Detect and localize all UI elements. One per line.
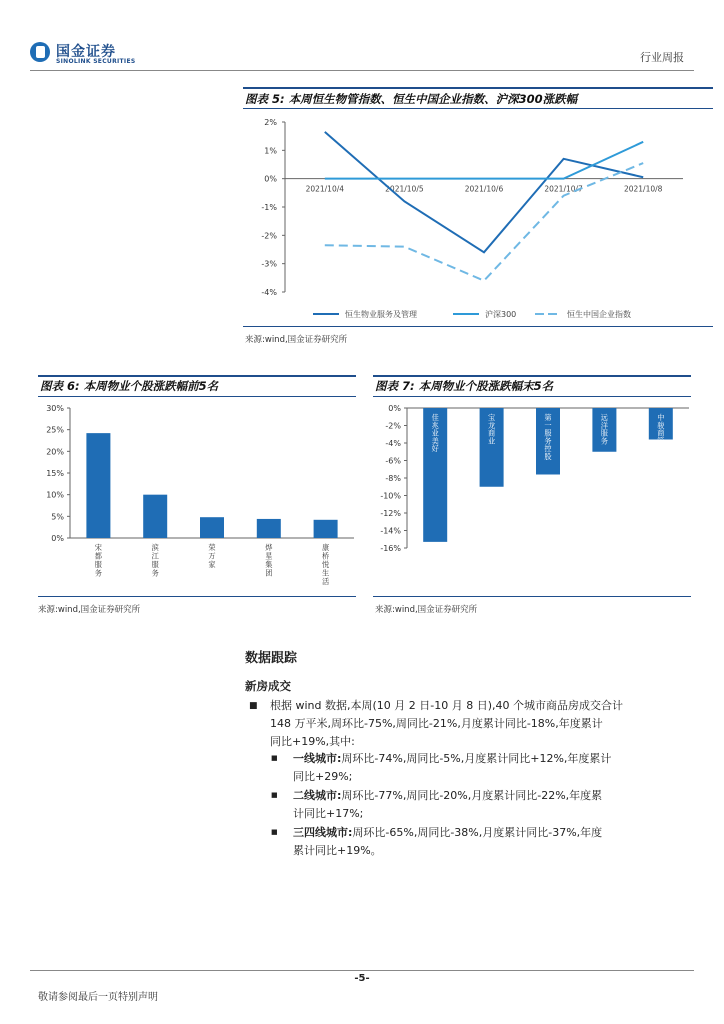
- y-tick-label: -2%: [261, 231, 277, 241]
- item-tier1-label: 一线城市:: [293, 752, 342, 765]
- logo-text-en: SINOLINK SECURITIES: [56, 58, 136, 65]
- figure5-chart: [243, 110, 713, 325]
- x-tick-label: 2021/10/6: [464, 184, 504, 194]
- category-label-4: 骏: [657, 420, 665, 430]
- y-tick-label: -14%: [380, 526, 401, 536]
- item-tier3-line1: 周环比-65%,周同比-38%,月度累计同比-37%,年度: [352, 826, 603, 839]
- y-tick-label: -4%: [385, 439, 401, 448]
- y-tick-label: 1%: [264, 146, 277, 156]
- bar-2: [200, 517, 224, 538]
- category-label-1: 服: [151, 560, 159, 569]
- y-tick-label: -2%: [385, 421, 401, 431]
- category-label-1: 务: [151, 568, 159, 578]
- category-label-3: 星: [265, 551, 273, 561]
- category-label-3: 烨: [265, 543, 273, 552]
- x-tick-label: 2021/10/8: [623, 184, 663, 194]
- category-label-4: 中: [657, 413, 665, 422]
- y-tick-label: 5%: [51, 512, 64, 522]
- category-label-0: 都: [94, 551, 103, 561]
- category-label-4: 康: [321, 543, 330, 552]
- item-tier2-line2: 计同比+17%;: [293, 807, 364, 820]
- bullet-small-icon: ■: [271, 754, 278, 762]
- intro-line-2: 148 万平米,周环比-75%,周同比-21%,月度累计同比-18%,年度累计: [270, 717, 603, 730]
- figure5-title-rule: [243, 108, 713, 109]
- item-tier1: [293, 750, 611, 768]
- figure5-title: 图表 5: 本周恒生物管指数、恒生中国企业指数、沪深300涨跌幅: [245, 92, 578, 106]
- figure7-bottom-rule: [373, 596, 691, 597]
- category-label-4: 管: [657, 436, 665, 446]
- y-tick-label: -10%: [380, 491, 401, 501]
- y-tick-label: -1%: [261, 203, 277, 212]
- figure7-source: 来源:wind,国金证券研究所: [375, 605, 478, 615]
- y-tick-label: -6%: [385, 456, 401, 466]
- category-label-0: 服: [94, 560, 103, 569]
- category-label-4: 活: [321, 577, 330, 586]
- y-tick-label: 0%: [264, 174, 277, 184]
- y-tick-label: -8%: [385, 474, 401, 483]
- item-tier3: [293, 824, 602, 842]
- y-tick-label: 2%: [264, 118, 277, 127]
- figure7-top-rule: [373, 375, 691, 377]
- series-line-2: [325, 163, 643, 281]
- category-label-0: 兆: [431, 420, 439, 430]
- item-tier1-line2: 同比+29%;: [293, 770, 353, 783]
- category-label-0: 佳: [431, 413, 439, 422]
- figure6-top-rule: [38, 375, 356, 377]
- figure7-chart: [373, 398, 691, 594]
- figure6-bottom-rule: [38, 596, 356, 597]
- category-label-1: 龙: [487, 420, 496, 430]
- footer-disclaimer: 敬请参阅最后一页特别声明: [38, 992, 158, 1003]
- footer-divider: [30, 970, 694, 971]
- category-label-2: 荣: [208, 543, 216, 552]
- intro-line-1: 根据 wind 数据,本周(10 月 2 日-10 月 8 日),40 个城市商品房成交合计: [270, 699, 624, 712]
- y-tick-label: 10%: [46, 490, 64, 500]
- y-tick-label: 30%: [46, 404, 64, 413]
- bar-4: [314, 520, 338, 538]
- category-label-3: 团: [265, 568, 273, 578]
- category-label-0: 美: [431, 436, 439, 446]
- figure6-title-rule: [38, 396, 356, 397]
- x-tick-label: 2021/10/5: [385, 184, 424, 194]
- category-label-2: 务: [544, 436, 552, 446]
- intro-line-3: 同比+19%,其中:: [270, 735, 355, 748]
- section-subtitle: 新房成交: [245, 679, 291, 693]
- category-label-1: 商: [487, 428, 496, 438]
- item-tier3-line2: 累计同比+19%。: [293, 844, 382, 857]
- category-label-0: 好: [431, 444, 439, 454]
- category-label-1: 宝: [487, 413, 496, 422]
- legend-label-2: 恒生中国企业指数: [567, 310, 631, 319]
- header-divider: [30, 70, 694, 71]
- report-type: 行业周报: [640, 51, 684, 64]
- y-tick-label: 25%: [46, 425, 64, 435]
- figure6-chart: [38, 398, 356, 594]
- bar-3: [257, 519, 281, 538]
- y-tick-label: -3%: [261, 259, 277, 269]
- category-label-1: 江: [151, 551, 159, 561]
- item-tier3-label: 三四线城市:: [293, 826, 353, 839]
- category-label-1: 业: [487, 436, 496, 446]
- category-label-0: 务: [94, 568, 103, 578]
- y-tick-label: 0%: [51, 534, 64, 543]
- page-number: -5-: [354, 973, 370, 984]
- category-label-3: 服: [600, 428, 609, 438]
- figure5-top-rule: [243, 87, 713, 89]
- y-tick-label: 0%: [388, 404, 401, 413]
- item-tier2: [293, 787, 602, 805]
- figure7-title-rule: [373, 396, 691, 397]
- category-label-2: 第: [544, 413, 552, 422]
- category-label-4: 悦: [321, 560, 330, 569]
- logo-text-cn: 国金证券: [56, 44, 116, 60]
- bullet-small-icon: ■: [271, 828, 278, 836]
- figure5-bottom-rule: [243, 326, 713, 327]
- y-tick-label: -12%: [380, 509, 401, 518]
- category-label-4: 商: [657, 428, 665, 438]
- category-label-0: 业: [431, 428, 439, 438]
- x-tick-label: 2021/10/7: [544, 184, 583, 194]
- category-label-2: 股: [544, 452, 552, 461]
- category-label-3: 务: [600, 436, 609, 446]
- figure6-source: 来源:wind,国金证券研究所: [38, 605, 141, 615]
- category-label-2: 控: [544, 444, 552, 454]
- bullet-square-icon: ■: [249, 701, 258, 711]
- x-tick-label: 2021/10/4: [305, 184, 345, 194]
- figure7-title: 图表 7: 本周物业个股涨跌幅末5名: [375, 379, 554, 393]
- category-label-2: 服: [544, 428, 552, 438]
- y-tick-label: 15%: [46, 469, 64, 478]
- category-label-4: 生: [321, 568, 330, 578]
- category-label-3: 远: [600, 413, 609, 422]
- bar-1: [143, 495, 167, 538]
- figure6-title: 图表 6: 本周物业个股涨跌幅前5名: [40, 379, 219, 393]
- bar-0: [86, 433, 110, 538]
- legend-label-0: 恒生物业服务及管理: [345, 310, 417, 319]
- category-label-2: 家: [208, 560, 216, 569]
- logo-cutout: [36, 46, 45, 58]
- figure5-source: 来源:wind,国金证券研究所: [245, 335, 348, 345]
- item-tier1-line1: 周环比-74%,周同比-5%,月度累计同比+12%,年度累计: [341, 752, 612, 765]
- item-tier2-line1: 周环比-77%,周同比-20%,月度累计同比-22%,年度累: [341, 789, 603, 802]
- bullet-small-icon: ■: [271, 791, 278, 799]
- y-tick-label: -16%: [380, 544, 401, 553]
- category-label-3: 集: [265, 560, 273, 569]
- category-label-3: 洋: [600, 420, 609, 430]
- item-tier2-label: 二线城市:: [293, 789, 342, 802]
- y-tick-label: 20%: [46, 447, 64, 457]
- category-label-1: 滨: [151, 543, 159, 552]
- legend-label-1: 沪深300: [485, 310, 517, 319]
- category-label-4: 桥: [321, 551, 330, 561]
- y-tick-label: -4%: [261, 288, 277, 297]
- category-label-2: 一: [544, 420, 552, 430]
- category-label-0: 宋: [94, 543, 103, 552]
- category-label-2: 万: [208, 551, 216, 561]
- section-title: 数据跟踪: [245, 651, 298, 666]
